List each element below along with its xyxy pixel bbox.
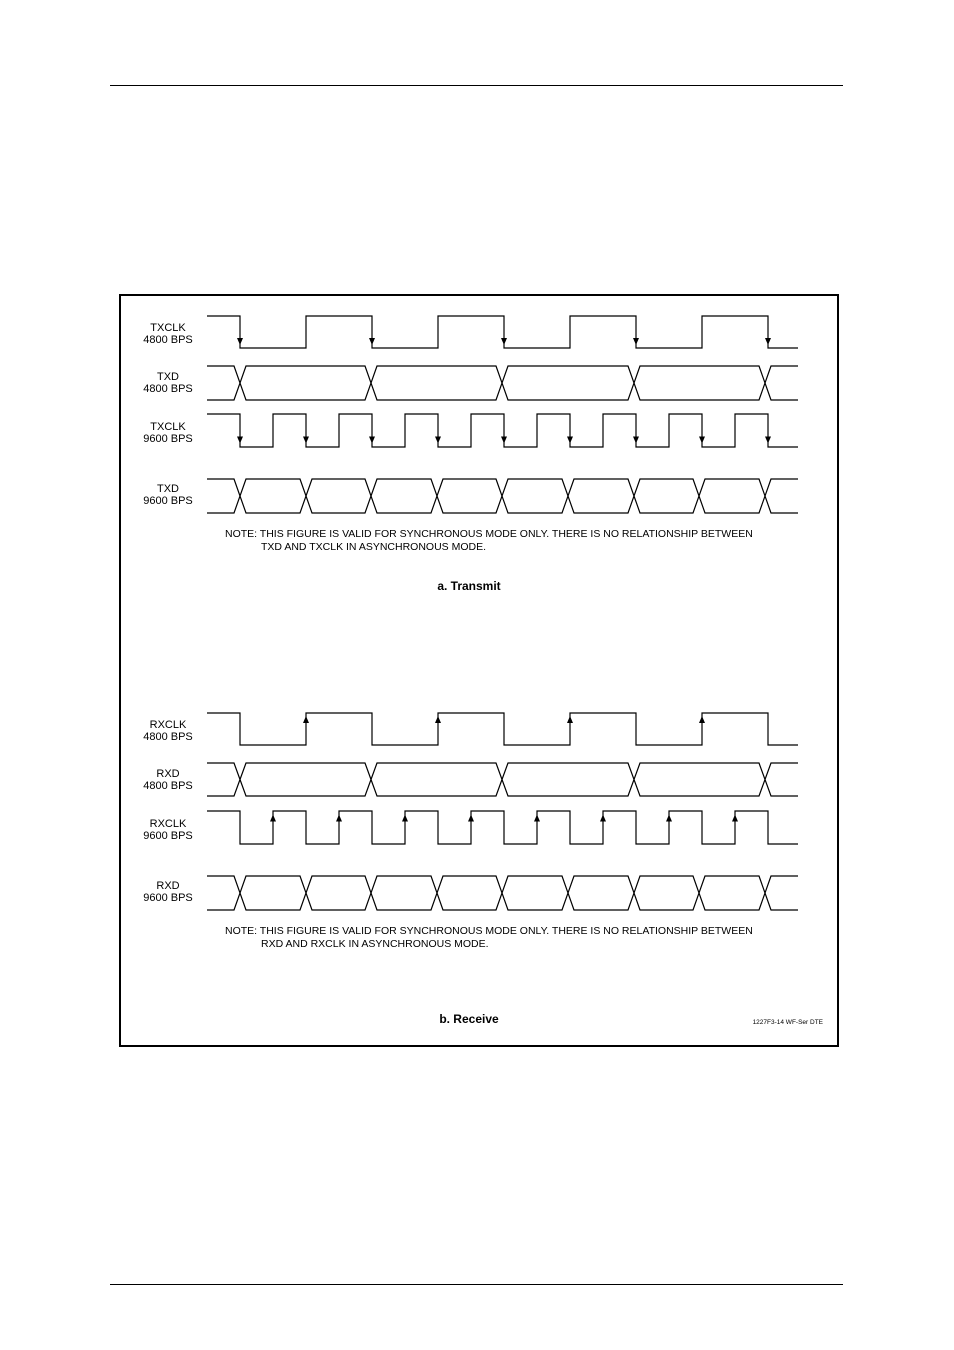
txclk-4800-edge-arrow-5 <box>765 338 771 345</box>
txclk-9600-edge-arrow-8 <box>699 437 705 444</box>
txclk-9600-edge-arrow-2 <box>303 437 309 444</box>
receive-caption: b. Receive <box>439 1012 499 1026</box>
rxclk-9600-edge-arrow-7 <box>666 815 672 822</box>
timing-diagram-figure <box>119 294 839 1047</box>
txclk-4800-edge-arrow-1 <box>237 338 243 345</box>
txd-9600-trace-b <box>207 479 798 513</box>
txclk-9600-edge-arrow-3 <box>369 437 375 444</box>
timing-diagram <box>121 296 837 1045</box>
transmit-caption: a. Transmit <box>437 579 501 593</box>
rxd-9600-trace-b <box>207 876 798 910</box>
transmit-note-line2: TXD AND TXCLK IN ASYNCHRONOUS MODE. <box>261 541 487 553</box>
rxclk-9600-rate: 9600 BPS <box>143 830 193 842</box>
txclk-4800-name: TXCLK <box>150 322 186 334</box>
txclk-4800-edge-arrow-3 <box>501 338 507 345</box>
rxclk-9600-edge-arrow-2 <box>336 815 342 822</box>
rxclk-9600-edge-arrow-5 <box>534 815 540 822</box>
bottom-rule <box>110 1284 843 1285</box>
figure-id: 1227F3-14 WF-Ser DTE <box>752 1019 823 1026</box>
txclk-4800-edge-arrow-2 <box>369 338 375 345</box>
txclk-9600-edge-arrow-6 <box>567 437 573 444</box>
txclk-4800-edge-arrow-4 <box>633 338 639 345</box>
rxclk-4800-edge-arrow-3 <box>567 716 573 723</box>
txclk-9600-edge-arrow-1 <box>237 437 243 444</box>
txclk-9600-edge-arrow-7 <box>633 437 639 444</box>
receive-waveforms <box>207 713 798 910</box>
rxd-4800-trace-b <box>207 763 798 796</box>
txclk-9600-edge-arrow-5 <box>501 437 507 444</box>
rxclk-4800-edge-arrow-4 <box>699 716 705 723</box>
transmit-note-line1: NOTE: THIS FIGURE IS VALID FOR SYNCHRONOUS MODE ONLY. THERE IS NO RELATIONSHIP BETWEEN <box>225 528 753 540</box>
txd-9600-name: TXD <box>157 483 179 495</box>
transmit-waveforms <box>207 316 798 513</box>
txclk-9600-trace <box>207 414 798 447</box>
rxclk-4800-edge-arrow-2 <box>435 716 441 723</box>
txd-4800-rate: 4800 BPS <box>143 383 193 395</box>
txd-9600-rate: 9600 BPS <box>143 495 193 507</box>
txclk-9600-edge-arrow-4 <box>435 437 441 444</box>
receive-note-line1: NOTE: THIS FIGURE IS VALID FOR SYNCHRONOUS MODE ONLY. THERE IS NO RELATIONSHIP BETWEEN <box>225 925 753 937</box>
txclk-9600-rate: 9600 BPS <box>143 433 193 445</box>
rxclk-4800-name: RXCLK <box>149 719 187 731</box>
rxd-9600-rate: 9600 BPS <box>143 892 193 904</box>
rxclk-4800-trace <box>207 713 798 745</box>
rxclk-9600-trace <box>207 811 798 844</box>
rxd-4800-name: RXD <box>156 768 180 780</box>
txclk-9600-name: TXCLK <box>150 421 186 433</box>
rxclk-9600-name: RXCLK <box>149 818 187 830</box>
rxclk-4800-edge-arrow-1 <box>303 716 309 723</box>
txclk-9600-edge-arrow-9 <box>765 437 771 444</box>
rxclk-9600-edge-arrow-3 <box>402 815 408 822</box>
top-rule <box>110 85 843 86</box>
rxclk-9600-edge-arrow-6 <box>600 815 606 822</box>
txd-4800-name: TXD <box>157 371 179 383</box>
txd-4800-trace-b <box>207 366 798 400</box>
receive-note-line2: RXD AND RXCLK IN ASYNCHRONOUS MODE. <box>261 938 489 950</box>
rxclk-9600-edge-arrow-1 <box>270 815 276 822</box>
rxclk-4800-rate: 4800 BPS <box>143 731 193 743</box>
txclk-4800-trace <box>207 316 798 348</box>
rxd-4800-rate: 4800 BPS <box>143 780 193 792</box>
rxclk-9600-edge-arrow-8 <box>732 815 738 822</box>
rxd-9600-name: RXD <box>156 880 180 892</box>
rxclk-9600-edge-arrow-4 <box>468 815 474 822</box>
txclk-4800-rate: 4800 BPS <box>143 334 193 346</box>
